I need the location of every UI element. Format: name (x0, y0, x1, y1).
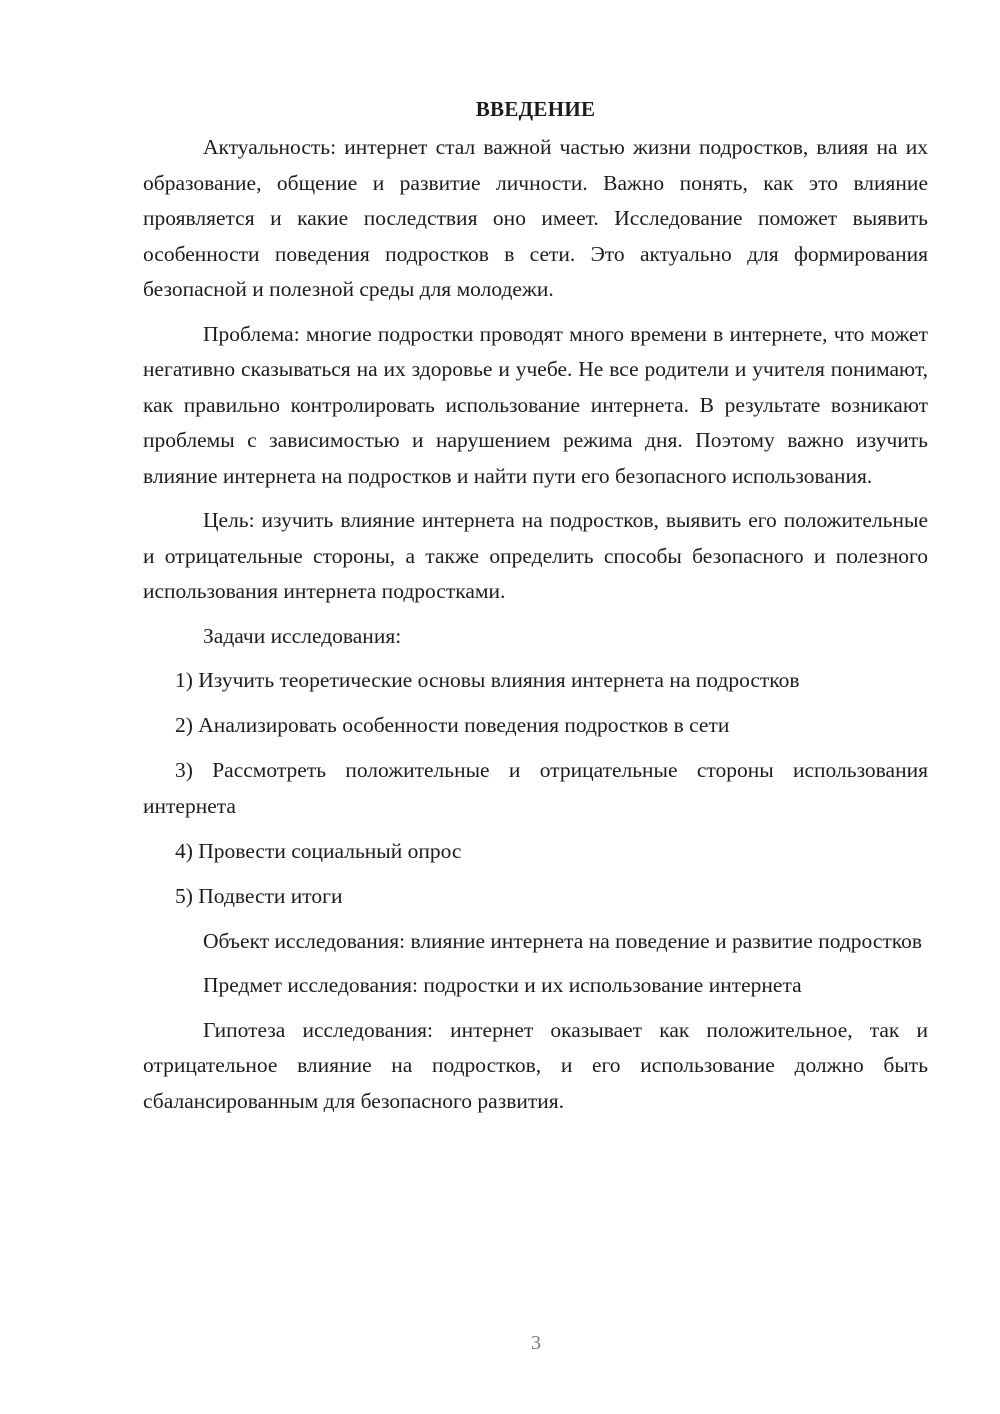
paragraph-hypothesis: Гипотеза исследования: интернет оказывает как положительное, так и отрицательное влияние на подростков, и его использование должно быть сбалансированным для безопасного развития. (143, 1017, 928, 1113)
task-item-4: 4) Провести социальный опрос (175, 838, 462, 863)
page-title: ВВЕДЕНИЕ (475, 97, 596, 121)
paragraph-object: Объект исследования: влияние интернета на поведение и развитие подростков (203, 928, 923, 953)
task-item-3: 3) Рассмотреть положительные и отрицательные стороны использования интернета (143, 758, 928, 818)
paragraph-goal: Цель: изучить влияние интернета на подростков, выявить его положительные и отрицательные стороны, а также определить способы безопасного и полезного использования интернета подростками. (143, 508, 928, 603)
paragraph-subject: Предмет исследования: подростки и их использование интернета (203, 973, 802, 997)
paragraph-problem: Проблема: многие подростки проводят много времени в интернете, что может негативно сказываться на их здоровье и учебе. Не все родители и учителя понимают, как правильно контролировать использование интернета. В результате возникают проблемы с зависимостью и нарушением режима дня. Поэтому важно изучить влияние интернета на подростков и найти пути его безопасного использования. (143, 321, 928, 488)
task-item-1: 1) Изучить теоретические основы влияния интернета на подростков (175, 668, 800, 692)
task-item-5: 5) Подвести итоги (175, 883, 343, 908)
tasks-heading: Задачи исследования: (203, 623, 402, 648)
paragraph-relevance: Актуальность: интернет стал важной частью жизни подростков, влияя на их образование, общение и развитие личности. Важно понять, как это влияние проявляется и какие последствия оно имеет. Исследование поможет выявить особенности поведения подростков в сети. Это актуально для формирования безопасной и полезной среды для молодежи. (143, 135, 928, 301)
page-content (143, 92, 928, 1128)
page-number: 3 (531, 1332, 541, 1354)
task-item-2: 2) Анализировать особенности поведения подростков в сети (175, 713, 730, 737)
